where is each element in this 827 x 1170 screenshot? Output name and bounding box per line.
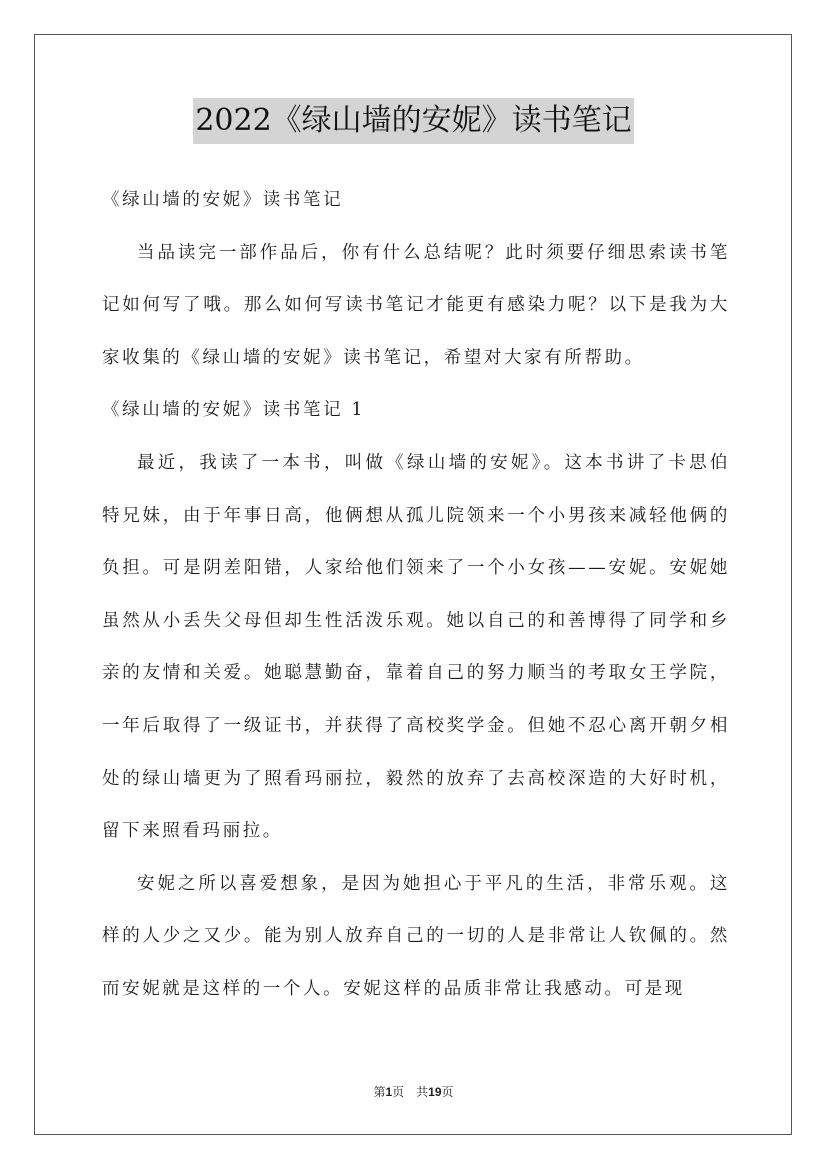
paragraph-body-1: 最近，我读了一本书，叫做《绿山墙的安妮》。这本书讲了卡思伯特兄妹，由于年事日高，他俩想从孤儿院领来一个小男孩来减轻他俩的负担。可是阴差阳错，人家给他们领来了一个小女孩——安妮。安妮她虽然从小丢失父母但却生性活泼乐观。她以自己的和善博得了同学和乡亲的友情和关爱。她聪慧勤奋，靠着自己的努力顺当的考取女王学院，一年后取得了一级证书，并获得了高校奖学金。但她不忍心离开朝夕相处的绿山墙更为了照看玛丽拉，毅然的放弃了去高校深造的大好时机，留下来照看玛丽拉。 — [102, 452, 730, 842]
document-title: 2022《绿山墙的安妮》读书笔记 — [193, 98, 633, 144]
title-wrap — [0, 98, 827, 144]
total-pages: 19 — [428, 1085, 442, 1099]
total-label: 共 — [416, 1085, 429, 1099]
total-unit: 页 — [441, 1085, 454, 1099]
page-footer — [0, 1083, 827, 1100]
paragraph-intro: 当品读完一部作品后，你有什么总结呢？此时须要仔细思索读书笔记如何写了哦。那么如何写读书笔记才能更有感染力呢？以下是我为大家收集的《绿山墙的安妮》读书笔记，希望对大家有所帮助。 — [102, 242, 730, 368]
page-number: 1 — [385, 1085, 393, 1099]
document-body — [102, 174, 730, 1016]
paragraph-body-2: 安妮之所以喜爱想象，是因为她担心于平凡的生活，非常乐观。这样的人少之又少。能为别人放弃自己的一切的人是非常让人钦佩的。然而安妮就是这样的一个人。安妮这样的品质非常让我感动。可是现 — [102, 873, 730, 999]
paragraph-section-heading: 《绿山墙的安妮》读书笔记 1 — [102, 400, 366, 421]
paragraph-subheading: 《绿山墙的安妮》读书笔记 — [102, 190, 344, 210]
page-label: 第 — [373, 1085, 386, 1099]
page-unit: 页 — [392, 1085, 405, 1099]
